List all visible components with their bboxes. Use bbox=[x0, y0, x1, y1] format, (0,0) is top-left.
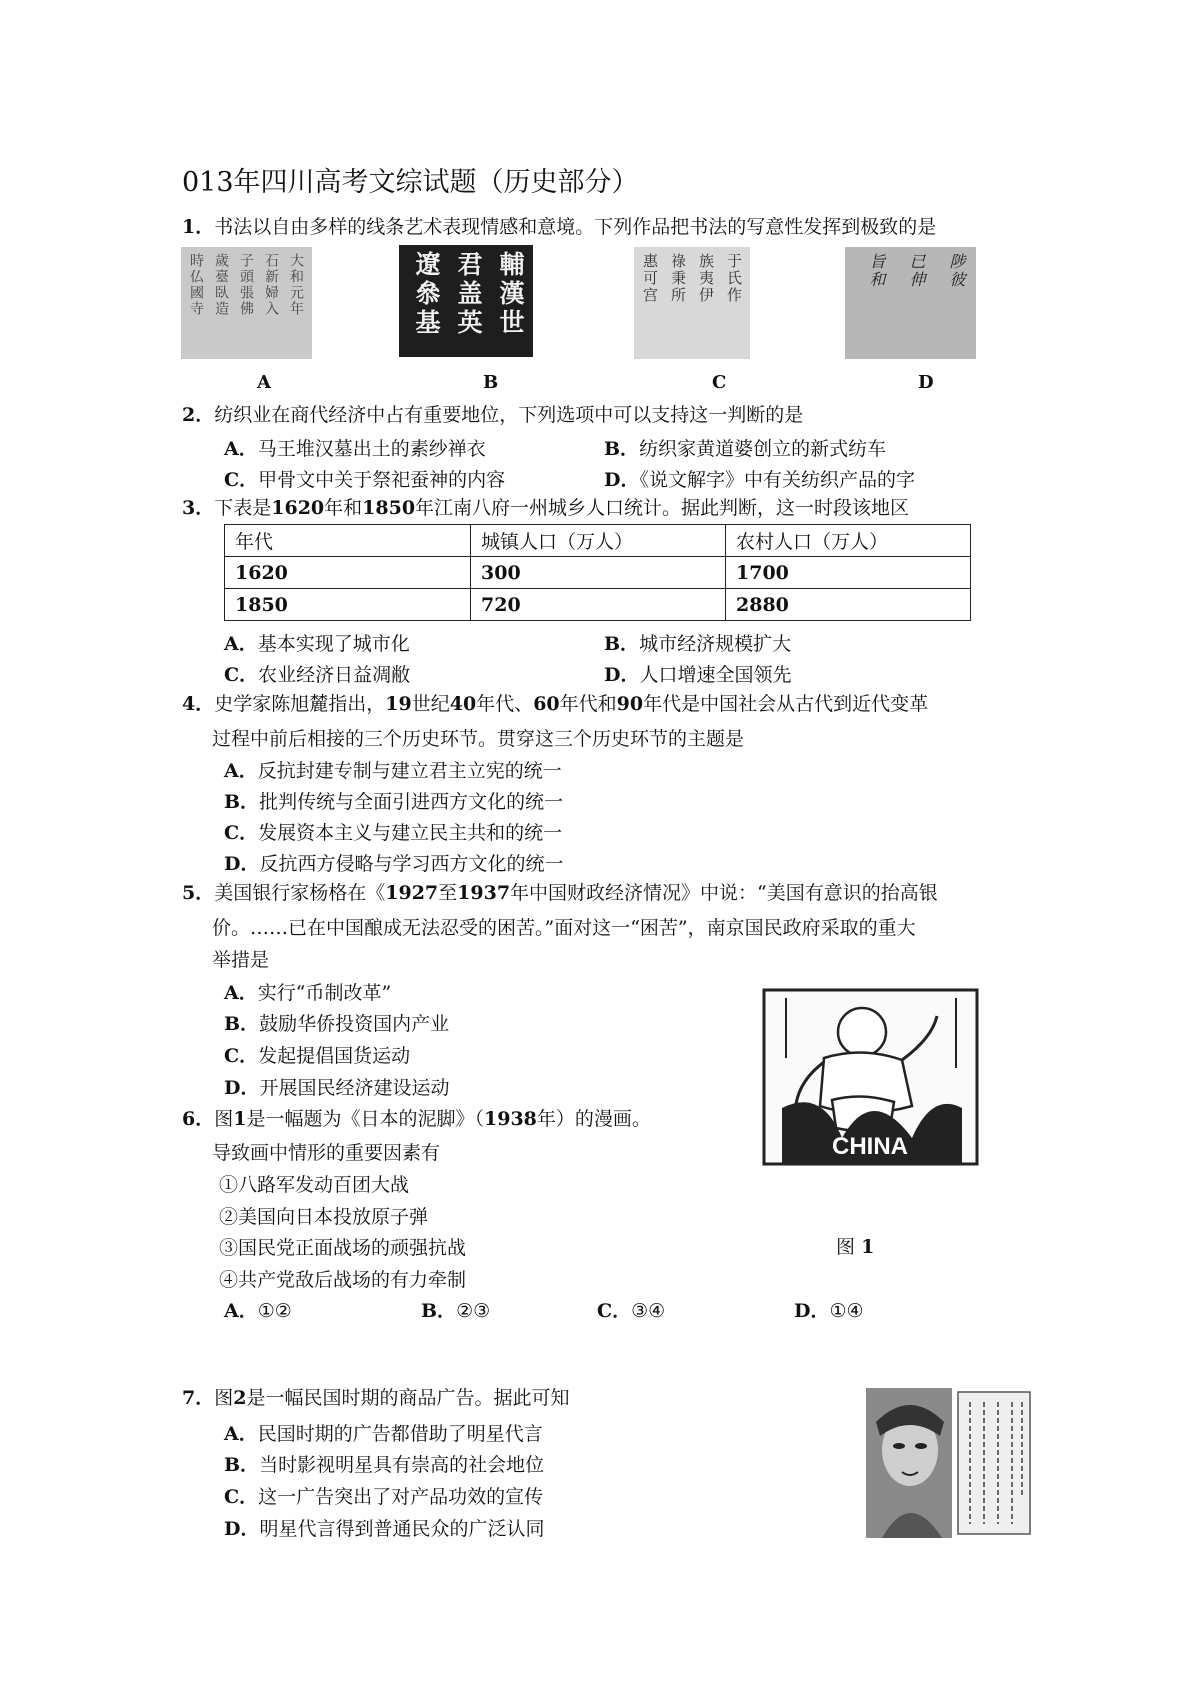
statement-item: ④共产党敌后战场的有力牵制 bbox=[219, 1269, 467, 1291]
option-c: C．发展资本主义与建立民主共和的统一 bbox=[224, 822, 563, 844]
option-a: A．①② bbox=[224, 1300, 292, 1322]
image-label-c: C bbox=[712, 372, 727, 393]
calligraphy-text: 君盖英 bbox=[454, 251, 483, 338]
question-2 bbox=[182, 400, 803, 431]
table-cell: 1700 bbox=[726, 557, 971, 589]
calligraphy-text: 祿秉所 bbox=[669, 253, 687, 304]
question-4: 4．史学家陈旭麓指出，19世纪40年代、60年代和90年代是中国社会从古代到近代变革 bbox=[182, 693, 929, 715]
table-header: 年代 bbox=[225, 525, 471, 557]
calligraphy-image-d bbox=[845, 247, 976, 359]
calligraphy-text: 惠可宫 bbox=[641, 253, 659, 304]
calligraphy-image-b bbox=[399, 245, 533, 357]
option-d: D．反抗西方侵略与学习西方文化的统一 bbox=[224, 853, 564, 875]
statement-item: ②美国向日本投放原子弹 bbox=[219, 1206, 429, 1228]
image-label-b: B bbox=[483, 372, 499, 393]
statement-item: ①八路军发动百团大战 bbox=[219, 1174, 410, 1196]
question-3: 3．下表是1620年和1850年江南八府一州城乡人口统计。据此判断，这一时段该地区 bbox=[182, 497, 910, 519]
calligraphy-text: 歲臺臥造 bbox=[213, 253, 229, 317]
calligraphy-image-a bbox=[181, 247, 312, 359]
question-number: 5． bbox=[182, 882, 215, 904]
image-label-d: D bbox=[918, 372, 934, 393]
option-d: D．①④ bbox=[794, 1300, 864, 1322]
option-b: B．纺织家黄道婆创立的新式纺车 bbox=[604, 438, 887, 460]
question-number: 2． bbox=[182, 404, 215, 426]
question-text: 纺织业在商代经济中占有重要地位，下列选项中可以支持这一判断的是 bbox=[214, 404, 804, 426]
calligraphy-text: 已伸 bbox=[907, 253, 926, 289]
option-c: C．发起提倡国货运动 bbox=[224, 1045, 411, 1067]
calligraphy-text: 旨和 bbox=[867, 253, 886, 289]
table-cell: 720 bbox=[471, 589, 726, 621]
calligraphy-text: 族夷伊 bbox=[697, 253, 715, 304]
option-d: D．开展国民经济建设运动 bbox=[224, 1077, 450, 1099]
option-a: A．反抗封建专制与建立君主立宪的统一 bbox=[224, 760, 562, 782]
statement-item: ③国民党正面战场的顽强抗战 bbox=[219, 1237, 467, 1259]
question-text: 书法以自由多样的线条艺术表现情感和意境。下列作品把书法的写意性发挥到极致的是 bbox=[214, 216, 937, 238]
table-header: 农村人口（万人） bbox=[726, 525, 971, 557]
option-a: A．马王堆汉墓出土的素纱禅衣 bbox=[224, 438, 486, 460]
table-row bbox=[225, 557, 971, 589]
calligraphy-text: 輔漢世 bbox=[496, 251, 525, 338]
option-a: A．实行“币制改革” bbox=[224, 982, 392, 1004]
table-cell: 300 bbox=[471, 557, 726, 589]
table-cell: 2880 bbox=[726, 589, 971, 621]
calligraphy-text: 遼叅基 bbox=[412, 251, 441, 338]
option-b: B．②③ bbox=[421, 1300, 491, 1322]
table-header: 城镇人口（万人） bbox=[471, 525, 726, 557]
calligraphy-image-c bbox=[634, 247, 750, 359]
option-c: C．③④ bbox=[597, 1300, 666, 1322]
question-text-line: 过程中前后相接的三个历史环节。贯穿这三个历史环节的主题是 bbox=[212, 728, 745, 750]
option-d: D．人口增速全国领先 bbox=[604, 664, 792, 686]
question-number: 4． bbox=[182, 693, 215, 715]
question-6: 6．图1是一幅题为《日本的泥脚》（1938年）的漫画。 bbox=[182, 1108, 651, 1130]
calligraphy-text: 子頭張佛 bbox=[238, 253, 254, 317]
image-label-a: A bbox=[257, 372, 271, 393]
question-text-line: 导致画中情形的重要因素有 bbox=[212, 1142, 441, 1164]
question-1 bbox=[182, 212, 936, 243]
page-title: 013年四川高考文综试题（历史部分） bbox=[182, 167, 639, 198]
calligraphy-text: 陟彼 bbox=[947, 253, 966, 289]
question-5: 5．美国银行家杨格在《1927至1937年中国财政经济情况》中说：“美国有意识的抬高银 bbox=[182, 882, 938, 904]
question-text-line: 价。……已在中国酿成无法忍受的困苦。”面对这一“困苦”，南京国民政府采取的重大 bbox=[212, 917, 916, 939]
table-cell: 1850 bbox=[225, 589, 471, 621]
question-number: 1． bbox=[182, 216, 215, 238]
option-c: C．甲骨文中关于祭祀蚕神的内容 bbox=[224, 469, 506, 491]
option-a: A．民国时期的广告都借助了明星代言 bbox=[224, 1423, 543, 1445]
advertisement-figure-2 bbox=[866, 1388, 1034, 1538]
calligraphy-text: 時仏國寺 bbox=[188, 253, 204, 317]
calligraphy-text: 石新婦入 bbox=[263, 253, 279, 317]
figure-1-label: 图 1 bbox=[836, 1236, 875, 1258]
option-b: B．批判传统与全面引进西方文化的统一 bbox=[224, 791, 564, 813]
question-number: 7． bbox=[182, 1387, 215, 1409]
option-c: C．农业经济日益凋敝 bbox=[224, 664, 411, 686]
option-a: A．基本实现了城市化 bbox=[224, 633, 410, 655]
question-number: 3． bbox=[182, 497, 215, 519]
question-number: 6． bbox=[182, 1108, 215, 1130]
option-b: B．城市经济规模扩大 bbox=[604, 633, 792, 655]
question-text-line: 举措是 bbox=[212, 949, 270, 971]
cartoon-figure-1 bbox=[762, 988, 979, 1166]
option-b: B．当时影视明星具有崇高的社会地位 bbox=[224, 1454, 545, 1476]
table-header-row bbox=[225, 525, 971, 557]
table-cell: 1620 bbox=[225, 557, 471, 589]
option-d: D．《说文解字》中有关纺织产品的字 bbox=[604, 469, 915, 491]
calligraphy-text: 大和元年 bbox=[288, 253, 304, 317]
option-c: C．这一广告突出了对产品功效的宣传 bbox=[224, 1486, 544, 1508]
option-b: B．鼓励华侨投资国内产业 bbox=[224, 1013, 450, 1035]
population-table bbox=[224, 524, 971, 621]
cartoon-caption: CHINA bbox=[832, 1133, 908, 1160]
calligraphy-text: 于氏作 bbox=[725, 253, 743, 304]
table-row bbox=[225, 589, 971, 621]
option-d: D．明星代言得到普通民众的广泛认同 bbox=[224, 1518, 545, 1540]
question-7: 7．图2是一幅民国时期的商品广告。据此可知 bbox=[182, 1387, 570, 1409]
